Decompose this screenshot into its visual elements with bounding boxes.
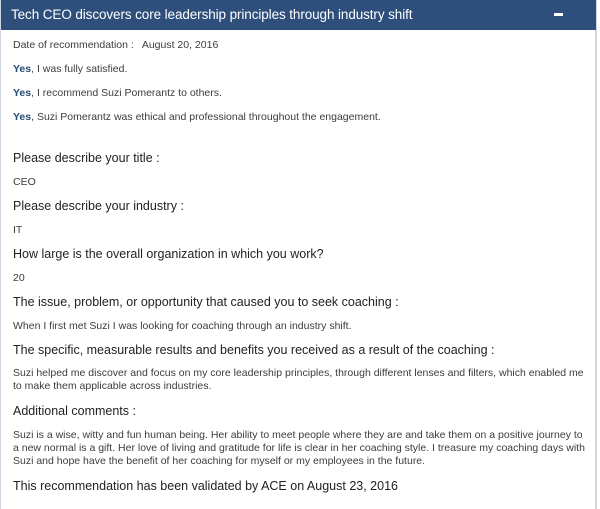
satisfaction-statement	[13, 63, 127, 75]
statement-text: , I recommend Suzi Pomerantz to others.	[31, 87, 222, 99]
yes-label: Yes	[13, 111, 32, 123]
results-question: The specific, measurable results and benefits you received as a result of the coaching :	[13, 343, 495, 357]
results-answer: Suzi helped me discover and focus on my core leadership principles, through different lenses and filters, which enabled me to make them applicable across industries.	[13, 367, 584, 392]
yes-label: Yes	[13, 63, 32, 75]
comments-answer: Suzi is a wise, witty and fun human being. Her ability to meet people where they are and take them on a positive journey to a new normal is a gift. Her love of living and gratitude for life is clear in her coaching style. I treasure my coaching days with Suzi and hope have the benefit of her coaching for myself or my employees in the future.	[13, 429, 585, 467]
title-question: Please describe your title :	[13, 151, 160, 165]
issue-answer: When I first met Suzi I was looking for coaching through an industry shift.	[13, 320, 352, 332]
org-size-answer: 20	[13, 272, 25, 284]
ethics-statement	[13, 111, 381, 123]
minus-icon[interactable]	[552, 8, 566, 22]
date-value: August 20, 2016	[141, 39, 219, 51]
comments-question: Additional comments :	[13, 404, 136, 418]
org-size-question: How large is the overall organization in which you work?	[13, 247, 324, 261]
issue-question: The issue, problem, or opportunity that caused you to seek coaching :	[13, 295, 399, 309]
statement-text: , Suzi Pomerantz was ethical and professional throughout the engagement.	[31, 111, 381, 123]
industry-answer: IT	[13, 224, 23, 236]
industry-question: Please describe your industry :	[13, 199, 184, 213]
panel-header[interactable]	[1, 0, 596, 30]
yes-label: Yes	[13, 87, 32, 99]
recommend-statement	[13, 87, 222, 99]
date-label: Date of recommendation :	[13, 39, 134, 51]
title-answer: CEO	[13, 176, 36, 188]
validation-text: This recommendation has been validated by ACE on August 23, 2016	[13, 479, 398, 493]
panel-title: Tech CEO discovers core leadership principles through industry shift	[11, 7, 413, 22]
statement-text: , I was fully satisfied.	[31, 63, 128, 75]
date-row	[13, 39, 218, 51]
